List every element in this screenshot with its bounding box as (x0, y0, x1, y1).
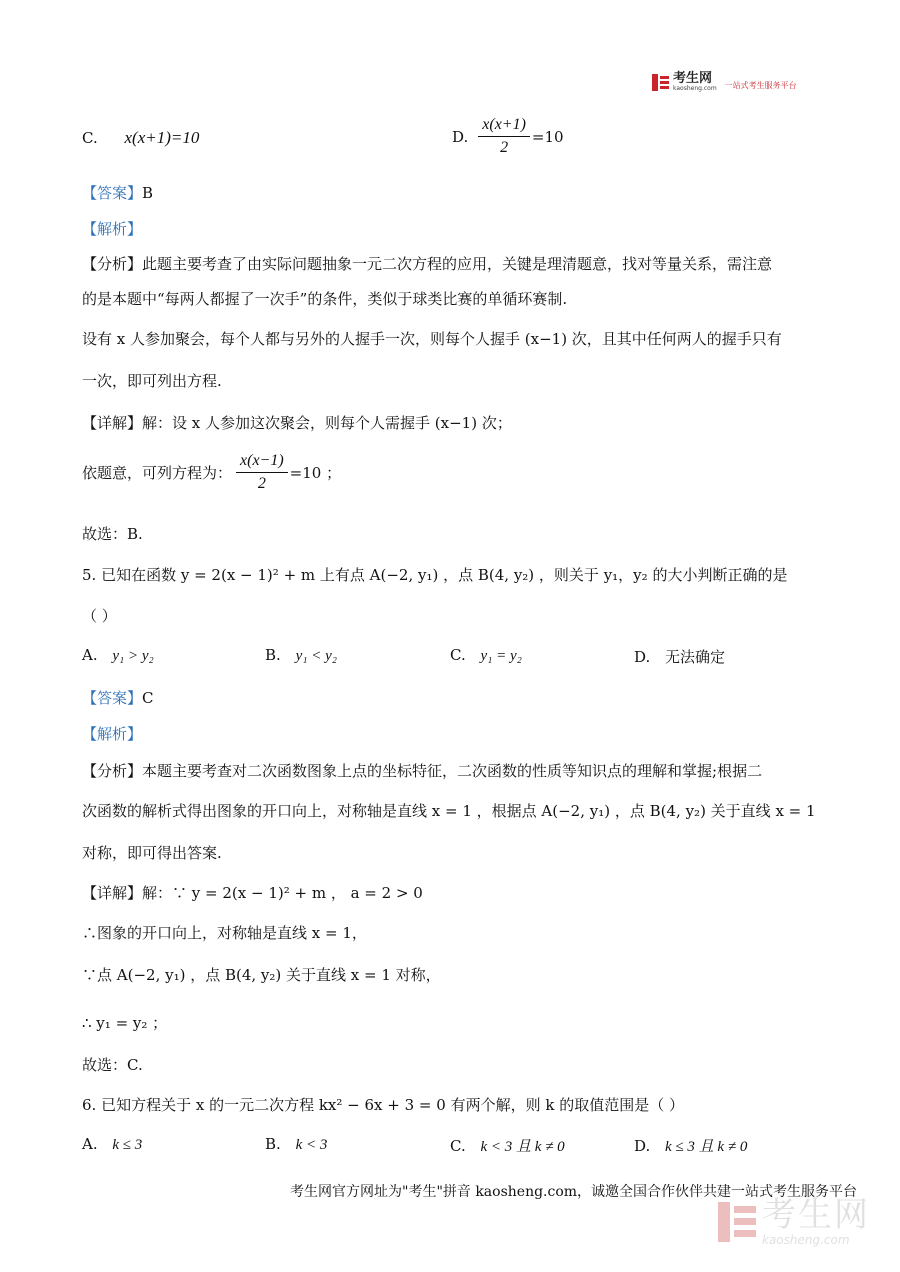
option-label: C. (450, 646, 466, 664)
q5-fenxi-line3: 对称，即可得出答案. (82, 844, 222, 862)
option-label: D. (634, 1137, 651, 1155)
q4-line4: 一次，即可列出方程. (82, 372, 222, 390)
equation-rhs: =10 ； (289, 464, 342, 482)
fraction (236, 452, 288, 493)
watermark-logo (718, 1195, 870, 1247)
q5-fenxi-line2: 次函数的解析式得出图象的开口向上，对称轴是直线 x = 1 ，根据点 A(−2, y₁) ，点 B(4, y₂) 关于直线 x = 1 (82, 802, 816, 820)
q5-option-b (265, 646, 337, 665)
watermark-name: 考生网 (762, 1195, 870, 1235)
q6-option-d (634, 1135, 747, 1156)
q5-step1: ∴图象的开口向上，对称轴是直线 x = 1， (82, 924, 367, 942)
q5-detail (82, 882, 423, 903)
kaosheng-logo-icon (652, 74, 669, 91)
option-text: k < 3 且 k ≠ 0 (480, 1139, 565, 1155)
answer-value: C (142, 689, 154, 707)
logo-name: 考生网 (673, 71, 713, 86)
q5-step2: ∵点 A(−2, y₁) ，点 B(4, y₂) 关于直线 x = 1 对称， (82, 966, 441, 984)
detail-tag: 【详解】 (82, 884, 143, 902)
q5-analysis-tag: 【解析】 (82, 725, 143, 743)
fraction-denominator: 2 (500, 139, 509, 156)
option-label: D. (634, 648, 651, 666)
option-text: 无法确定 (665, 648, 726, 666)
q4-line3: 设有 x 人参加聚会，每个人都与另外的人握手一次，则每个人握手 (x−1) 次，且其中任何两人的握手只有 (82, 330, 782, 348)
detail-text: 解：设 x 人参加这次聚会，则每个人需握手 (x−1) 次； (142, 414, 512, 432)
option-label: D. (452, 127, 469, 146)
detail-text: 解：∵ y = 2(x − 1)² + m ， a = 2 > 0 (142, 884, 423, 902)
answer-tag: 【答案】 (82, 689, 143, 707)
option-text: k ≤ 3 (112, 1137, 143, 1153)
option-label: B. (265, 646, 281, 664)
q4-detail (82, 412, 512, 433)
option-label: B. (265, 1135, 281, 1153)
answer-tag: 【答案】 (82, 184, 143, 202)
fraction-numerator: x(x−1) (236, 452, 288, 473)
fenxi-text: 此题主要考查了由实际问题抽象一元二次方程的应用，关键是理清题意，找对等量关系，需注意 (142, 255, 773, 273)
q5-paren: （ ） (82, 607, 117, 625)
fenxi-tag: 【分析】 (82, 255, 143, 273)
option-label: A. (82, 646, 98, 664)
footer-text: 考生网官方网址为"考生"拼音 kaosheng.com，诚邀全国合作伙伴共建一站式考生服务平台 (290, 1184, 858, 1200)
q5-option-c (450, 646, 522, 665)
q6-option-b (265, 1135, 327, 1154)
header-logo (652, 72, 797, 92)
q5-option-d (634, 646, 725, 667)
kaosheng-watermark-icon (718, 1202, 756, 1242)
q4-option-c (82, 128, 199, 148)
option-label: C. (82, 129, 98, 147)
q6-option-c (450, 1135, 565, 1156)
fenxi-tag: 【分析】 (82, 762, 143, 780)
watermark-domain: kaosheng.com (762, 1233, 850, 1247)
option-label: A. (82, 1135, 98, 1153)
q4-choose: 故选：B. (82, 525, 143, 543)
q5-fenxi-line1 (82, 760, 762, 781)
q5-answer (82, 687, 154, 708)
logo-slogan: 一站式考生服务平台 (724, 80, 797, 90)
q4-fenxi-line2: 的是本题中“每两人都握了一次手”的条件，类似于球类比赛的单循环赛制. (82, 290, 568, 308)
q6-option-a (82, 1135, 142, 1154)
equation-prefix: 依题意，可列方程为： (82, 464, 233, 482)
q4-fenxi-line1 (82, 253, 772, 274)
option-text: y₁ < y₂ (295, 648, 337, 664)
option-label: C. (450, 1137, 466, 1155)
fraction (478, 116, 530, 157)
option-rhs: =10 (531, 127, 564, 146)
option-math: x(x+1)=10 (124, 128, 200, 147)
fenxi-text: 本题主要考查对二次函数图象上点的坐标特征，二次函数的性质等知识点的理解和掌握;根据二 (142, 762, 763, 780)
q5-choose: 故选：C. (82, 1056, 143, 1074)
option-text: k ≤ 3 且 k ≠ 0 (665, 1139, 748, 1155)
q4-analysis-tag: 【解析】 (82, 220, 143, 238)
answer-value: B (142, 184, 154, 202)
option-text: y₁ = y₂ (480, 648, 522, 664)
fraction-numerator: x(x+1) (478, 116, 530, 137)
detail-tag: 【详解】 (82, 414, 143, 432)
logo-domain: kaosheng.com (673, 85, 717, 92)
fraction-denominator: 2 (257, 475, 266, 492)
q5-option-a (82, 646, 154, 665)
q5-stem: 5. 已知在函数 y = 2(x − 1)² + m 上有点 A(−2, y₁) ，点 B(4, y₂) ，则关于 y₁，y₂ 的大小判断正确的是 (82, 566, 788, 584)
q6-stem: 6. 已知方程关于 x 的一元二次方程 kx² − 6x + 3 = 0 有两个解，则 k 的取值范围是（ ） (82, 1096, 684, 1114)
q4-answer (82, 182, 153, 203)
q5-step3: ∴ y₁ = y₂ ； (82, 1014, 168, 1032)
q4-equation (82, 452, 341, 493)
option-text: y₁ > y₂ (112, 648, 154, 664)
q4-option-d (452, 116, 564, 157)
option-text: k < 3 (295, 1137, 328, 1153)
